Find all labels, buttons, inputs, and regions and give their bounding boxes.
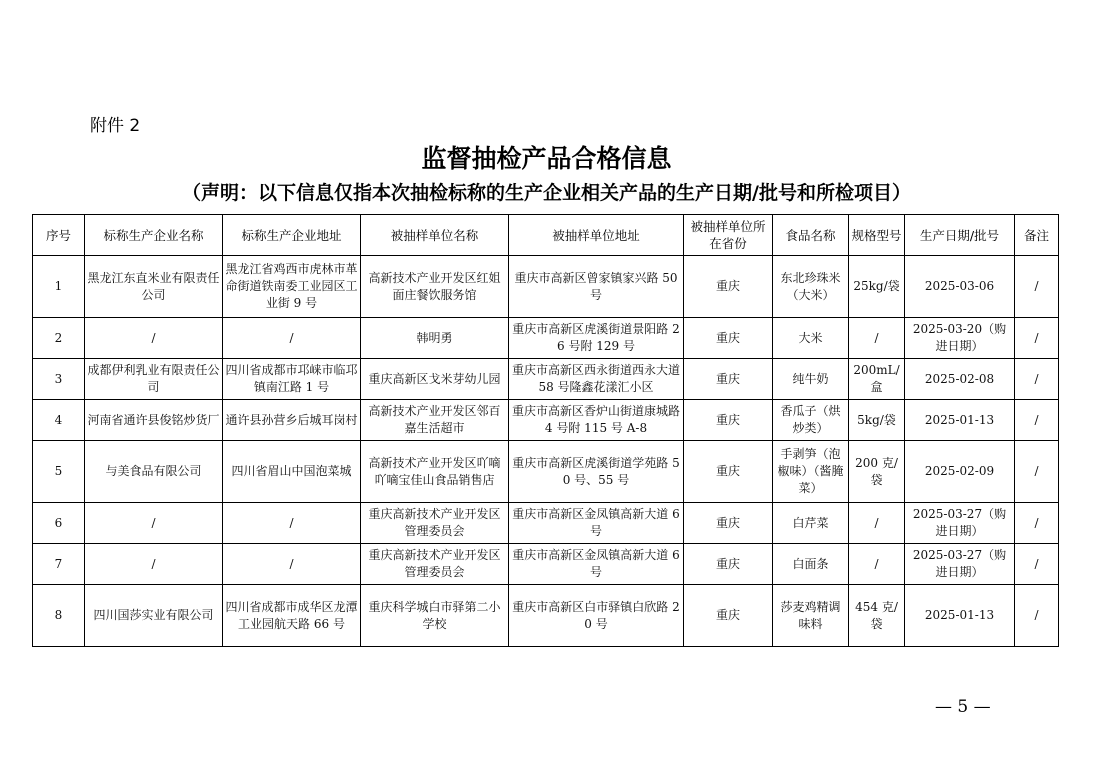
cell-sampled-unit-address: 重庆市高新区白市驿镇白欣路 20 号 (509, 585, 684, 647)
cell-producer-name: 成都伊利乳业有限责任公司 (85, 359, 223, 400)
cell-food-name: 手剥笋（泡椒味）（酱腌菜） (773, 441, 849, 503)
cell-producer-address: 四川省成都市邛崃市临邛镇南江路 1 号 (223, 359, 361, 400)
col-header-date-batch: 生产日期/批号 (905, 215, 1015, 256)
cell-spec: 200 克/袋 (849, 441, 905, 503)
cell-food-name: 白芹菜 (773, 503, 849, 544)
cell-producer-name: 黑龙江东直米业有限责任公司 (85, 256, 223, 318)
cell-sampled-unit-name: 韩明勇 (361, 318, 509, 359)
cell-province: 重庆 (684, 503, 773, 544)
cell-index: 1 (33, 256, 85, 318)
cell-sampled-unit-address: 重庆市高新区金凤镇高新大道 6 号 (509, 503, 684, 544)
table-row (33, 544, 1059, 585)
cell-sampled-unit-name: 重庆高新技术产业开发区管理委员会 (361, 503, 509, 544)
cell-remarks: / (1015, 400, 1059, 441)
col-header-sampled-unit-name: 被抽样单位名称 (361, 215, 509, 256)
cell-date-batch: 2025-03-27（购进日期） (905, 503, 1015, 544)
cell-remarks: / (1015, 585, 1059, 647)
cell-remarks: / (1015, 503, 1059, 544)
cell-sampled-unit-name: 高新技术产业开发区邻百嘉生活超市 (361, 400, 509, 441)
cell-index: 7 (33, 544, 85, 585)
cell-index: 8 (33, 585, 85, 647)
cell-date-batch: 2025-03-20（购进日期） (905, 318, 1015, 359)
page-title: 监督抽检产品合格信息 (421, 144, 672, 173)
cell-producer-address: / (223, 318, 361, 359)
cell-province: 重庆 (684, 318, 773, 359)
cell-date-batch: 2025-02-09 (905, 441, 1015, 503)
cell-sampled-unit-address: 重庆市高新区虎溪街道学苑路 50 号、55 号 (509, 441, 684, 503)
cell-food-name: 纯牛奶 (773, 359, 849, 400)
cell-sampled-unit-name: 高新技术产业开发区吖嘀吖嘀宝佳山食品销售店 (361, 441, 509, 503)
cell-producer-name: 与美食品有限公司 (85, 441, 223, 503)
attachment-label: 附件 2 (90, 116, 141, 136)
cell-province: 重庆 (684, 400, 773, 441)
cell-producer-name: 四川国莎实业有限公司 (85, 585, 223, 647)
cell-spec: / (849, 503, 905, 544)
cell-food-name: 莎麦鸡精调味料 (773, 585, 849, 647)
cell-producer-name: 河南省通许县俊铭炒货厂 (85, 400, 223, 441)
cell-spec: 454 克/袋 (849, 585, 905, 647)
cell-province: 重庆 (684, 585, 773, 647)
cell-province: 重庆 (684, 256, 773, 318)
table-row (33, 441, 1059, 503)
cell-food-name: 白面条 (773, 544, 849, 585)
cell-sampled-unit-address: 重庆市高新区西永街道西永大道 58 号隆鑫花漾汇小区 (509, 359, 684, 400)
cell-spec: 5kg/袋 (849, 400, 905, 441)
cell-index: 5 (33, 441, 85, 503)
cell-date-batch: 2025-03-27（购进日期） (905, 544, 1015, 585)
col-header-producer-name: 标称生产企业名称 (85, 215, 223, 256)
table-header-row (33, 215, 1059, 256)
cell-spec: / (849, 318, 905, 359)
cell-remarks: / (1015, 318, 1059, 359)
col-header-remarks: 备注 (1015, 215, 1059, 256)
cell-food-name: 东北珍珠米（大米） (773, 256, 849, 318)
col-header-province: 被抽样单位所在省份 (684, 215, 773, 256)
cell-producer-address: 黑龙江省鸡西市虎林市革命街道铁南委工业园区工业街 9 号 (223, 256, 361, 318)
inspection-table (32, 214, 1059, 647)
cell-spec: 200mL/盒 (849, 359, 905, 400)
cell-food-name: 大米 (773, 318, 849, 359)
cell-food-name: 香瓜子（烘炒类） (773, 400, 849, 441)
cell-sampled-unit-address: 重庆市高新区金凤镇高新大道 6 号 (509, 544, 684, 585)
cell-index: 2 (33, 318, 85, 359)
cell-sampled-unit-address: 重庆市高新区香炉山街道康城路 4 号附 115 号 A-8 (509, 400, 684, 441)
col-header-index: 序号 (33, 215, 85, 256)
cell-index: 4 (33, 400, 85, 441)
cell-producer-name: / (85, 544, 223, 585)
cell-sampled-unit-name: 重庆科学城白市驿第二小学校 (361, 585, 509, 647)
table-row (33, 400, 1059, 441)
cell-spec: 25kg/袋 (849, 256, 905, 318)
table-row (33, 359, 1059, 400)
cell-date-batch: 2025-01-13 (905, 585, 1015, 647)
cell-sampled-unit-address: 重庆市高新区虎溪街道景阳路 26 号附 129 号 (509, 318, 684, 359)
cell-producer-address: / (223, 544, 361, 585)
table-row (33, 585, 1059, 647)
cell-province: 重庆 (684, 441, 773, 503)
table-row (33, 256, 1059, 318)
page-subtitle: （声明：以下信息仅指本次抽检标称的生产企业相关产品的生产日期/批号和所检项目） (182, 182, 911, 204)
page-number: — 5 — (935, 697, 991, 717)
cell-remarks: / (1015, 256, 1059, 318)
cell-sampled-unit-name: 重庆高新区戈米芽幼儿园 (361, 359, 509, 400)
cell-spec: / (849, 544, 905, 585)
cell-producer-name: / (85, 503, 223, 544)
col-header-food-name: 食品名称 (773, 215, 849, 256)
col-header-sampled-unit-address: 被抽样单位地址 (509, 215, 684, 256)
cell-producer-address: 四川省眉山中国泡菜城 (223, 441, 361, 503)
cell-province: 重庆 (684, 359, 773, 400)
cell-index: 6 (33, 503, 85, 544)
cell-remarks: / (1015, 359, 1059, 400)
table-row (33, 318, 1059, 359)
col-header-producer-address: 标称生产企业地址 (223, 215, 361, 256)
cell-producer-address: 四川省成都市成华区龙潭工业园航天路 66 号 (223, 585, 361, 647)
cell-remarks: / (1015, 544, 1059, 585)
cell-producer-name: / (85, 318, 223, 359)
cell-sampled-unit-address: 重庆市高新区曾家镇家兴路 50 号 (509, 256, 684, 318)
cell-producer-address: 通许县孙营乡后城耳岗村 (223, 400, 361, 441)
cell-sampled-unit-name: 重庆高新技术产业开发区管理委员会 (361, 544, 509, 585)
cell-province: 重庆 (684, 544, 773, 585)
cell-date-batch: 2025-01-13 (905, 400, 1015, 441)
table-row (33, 503, 1059, 544)
cell-sampled-unit-name: 高新技术产业开发区红姐面庄餐饮服务馆 (361, 256, 509, 318)
col-header-spec: 规格型号 (849, 215, 905, 256)
cell-producer-address: / (223, 503, 361, 544)
cell-date-batch: 2025-03-06 (905, 256, 1015, 318)
cell-date-batch: 2025-02-08 (905, 359, 1015, 400)
cell-remarks: / (1015, 441, 1059, 503)
cell-index: 3 (33, 359, 85, 400)
